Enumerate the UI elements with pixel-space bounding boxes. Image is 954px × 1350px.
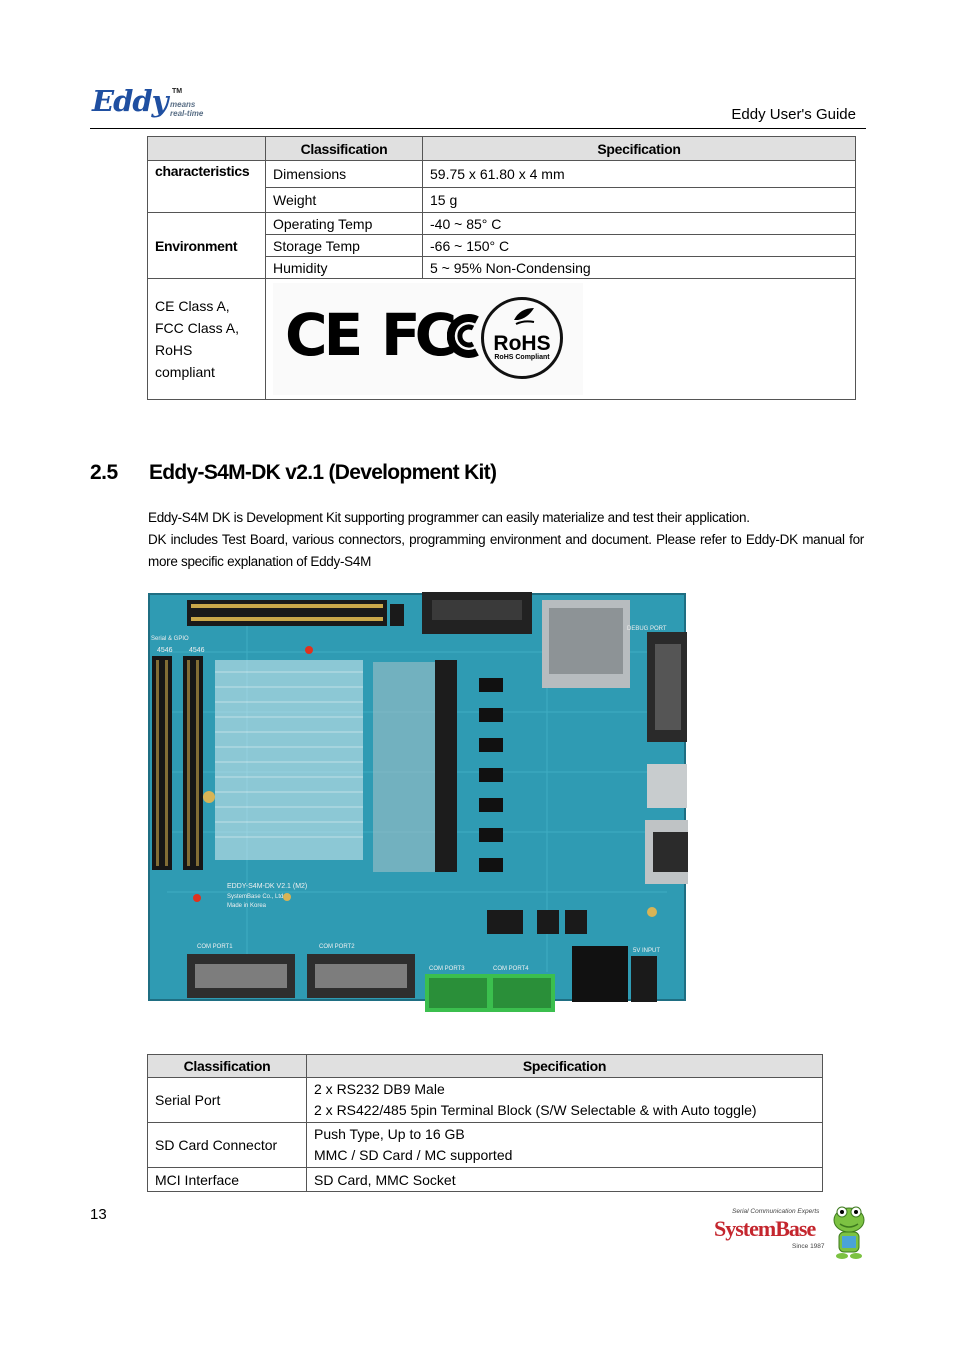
page-number: 13: [90, 1206, 107, 1223]
table-header-empty: [148, 137, 266, 161]
rohs-subtext: RoHS Compliant: [494, 354, 550, 361]
logo-tagline: means real-time: [170, 100, 204, 118]
ce-mark-icon: CE: [285, 301, 360, 369]
row-label: Weight: [266, 188, 423, 213]
table-header-classification: Classification: [266, 137, 423, 161]
row-value: 15 g: [423, 188, 856, 213]
brand-since: Since 1987: [792, 1243, 825, 1250]
label-4546-left: 4546: [157, 647, 173, 654]
section-title: Eddy-S4M-DK v2.1 (Development Kit): [149, 461, 497, 484]
row-label: Serial Port: [148, 1078, 307, 1123]
rohs-badge-icon: [481, 297, 563, 379]
silkscreen-company: SystemBase Co., Ltd: [227, 894, 284, 900]
header-divider: [90, 128, 866, 129]
row-label: MCI Interface: [148, 1168, 307, 1192]
leaf-icon: [512, 306, 536, 328]
frog-mascot-icon: [830, 1202, 868, 1260]
header-title: Eddy User's Guide: [731, 106, 856, 123]
cert-logos: [266, 279, 856, 400]
group-environment: Environment: [148, 213, 266, 279]
table-row-certification: [148, 279, 856, 400]
paragraph-details: DK includes Test Board, various connectors, programming environment and document. Please refer to Eddy-DK manual for more specific explanation of Eddy-S4M: [148, 532, 864, 569]
brand-tagline: Serial Communication Experts: [732, 1208, 820, 1215]
silkscreen-made: Made in Korea: [227, 903, 267, 909]
label-debug-port: DEBUG PORT: [627, 626, 667, 632]
table-header-specification: Specification: [307, 1055, 823, 1078]
row-label: SD Card Connector: [148, 1123, 307, 1168]
table-header-specification: Specification: [423, 137, 856, 161]
table-header-row: [148, 1055, 823, 1078]
systembase-logo: [712, 1200, 868, 1262]
label-serial-gpio: Serial & GPIO: [151, 636, 189, 642]
row-value: 2 x RS232 DB9 Male 2 x RS422/485 5pin Terminal Block (S/W Selectable & with Auto toggle): [307, 1078, 823, 1123]
cert-logo-strip: [273, 283, 583, 395]
logo-wordmark: Eddy: [92, 84, 168, 118]
section-number: 2.5: [90, 461, 118, 484]
label-com2: COM PORT2: [319, 944, 355, 950]
label-com1: COM PORT1: [197, 944, 233, 950]
row-value: SD Card, MMC Socket: [307, 1168, 823, 1192]
dev-board-photo: [147, 592, 688, 1017]
row-value: 59.75 x 61.80 x 4 mm: [423, 161, 856, 188]
eddy-logo: [92, 86, 212, 126]
row-value: -40 ~ 85° C: [423, 213, 856, 235]
row-label: Humidity: [266, 257, 423, 279]
label-4546-right: 4546: [189, 647, 205, 654]
row-label: Dimensions: [266, 161, 423, 188]
paragraph-intro: Eddy-S4M DK is Development Kit supporting programmer can easily materialize and test their application.: [148, 510, 750, 525]
logo-trademark: TM: [172, 88, 183, 95]
spec-table-devkit: [147, 1054, 823, 1192]
group-characteristics: characteristics: [148, 161, 266, 213]
section-body: [148, 507, 864, 573]
brand-name: SystemBase: [714, 1216, 816, 1241]
table-row: [148, 161, 856, 188]
silkscreen-title: EDDY-S4M-DK V2.1 (M2): [227, 883, 308, 890]
table-row: [148, 213, 856, 235]
label-power-input: 5V INPUT: [633, 948, 661, 954]
cert-label: CE Class A, FCC Class A, RoHS compliant: [148, 279, 266, 400]
row-label: Storage Temp: [266, 235, 423, 257]
table-row: [148, 1078, 823, 1123]
label-com3: COM PORT3: [429, 966, 465, 972]
row-label: Operating Temp: [266, 213, 423, 235]
table-header-classification: Classification: [148, 1055, 307, 1078]
row-value: 5 ~ 95% Non-Condensing: [423, 257, 856, 279]
rohs-text: RoHS: [493, 332, 551, 355]
spec-table-module: [147, 136, 856, 400]
table-row: [148, 1123, 823, 1168]
fcc-mark-icon: FC: [381, 305, 451, 365]
table-row: [148, 1168, 823, 1192]
row-value: Push Type, Up to 16 GB MMC / SD Card / MC supported: [307, 1123, 823, 1168]
row-value: -66 ~ 150° C: [423, 235, 856, 257]
table-header-row: [148, 137, 856, 161]
label-com4: COM PORT4: [493, 966, 529, 972]
